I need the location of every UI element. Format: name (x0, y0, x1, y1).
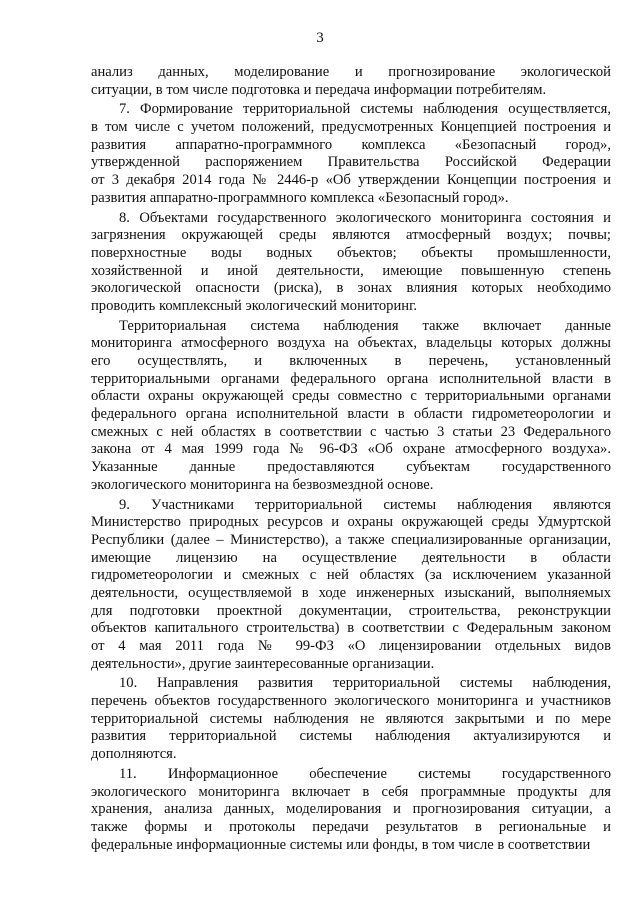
text-line: федерального органа исполнительной власти в области гидрометеорологии и (91, 406, 611, 423)
paragraph-10 (91, 675, 611, 763)
text-line: ситуации, в том числе подготовка и передача информации потребителям. (91, 81, 547, 98)
text-line: анализ данных, моделирование и прогнозирование экологической (91, 64, 611, 80)
paragraph-8 (91, 210, 611, 316)
text-line: 9. Участниками территориальной системы наблюдения являются (119, 496, 611, 513)
text-line: от 4 мая 2011 года № 99-ФЗ «О лицензировании отдельных видов (91, 638, 611, 654)
text-line: развития аппаратно-программного комплекса «Безопасный город», (91, 136, 611, 153)
text-line: территориальными органами федерального органа исполнительной власти в (91, 370, 611, 387)
text-line: деятельности», другие заинтересованные организации. (91, 655, 435, 672)
text-line: экологического мониторинга на безвозмездной основе. (91, 476, 434, 493)
text-line: гидрометеорологии и смежных с ней областях (за исключением указанной (91, 567, 611, 584)
text-line: поверхностные воды водных объектов; объекты промышленности, (91, 244, 611, 261)
text-line: для подготовки проектной документации, строительства, реконструкции (91, 602, 611, 619)
text-line: области охраны окружающей среды совместно с территориальными органами (91, 388, 611, 405)
text-line: 8. Объектами государственного экологического мониторинга состояния и (119, 209, 611, 226)
text-line: загрязнения окружающей среды являются атмосферный воздух; почвы; (91, 227, 611, 244)
text-line: хозяйственной и иной деятельности, имеющие повышенную степень (91, 262, 611, 279)
text-line: развития территориальной системы наблюдения актуализируются и (91, 728, 611, 745)
text-line: проводить комплексный экологический мониторинг. (91, 297, 418, 314)
text-line: также формы и протоколы передачи результатов в региональные и (91, 818, 611, 835)
text-line: 10. Направления развития территориальной системы наблюдения, (119, 675, 611, 692)
text-line: деятельности, осуществляемой в ходе инженерных изысканий, выполняемых (91, 584, 611, 601)
text-line: Республики (далее – Министерство), а также специализированные организации, (91, 531, 611, 548)
text-line: экологической опасности (риска), в зонах влияния которых необходимо (91, 280, 611, 297)
text-line: экологического мониторинга включает в себя программные продукты для (91, 783, 611, 800)
text-line: объектов капитального строительства) в соответствии с Федеральным законом (91, 620, 611, 637)
text-line: имеющие лицензию на осуществление деятельности в области (91, 549, 611, 566)
text-line: 7. Формирование территориальной системы наблюдения осуществляется, (119, 101, 611, 118)
text-line: мониторинга атмосферного воздуха на объектах, владельцы которых должны (91, 335, 611, 352)
document-body (91, 64, 611, 854)
text-line: дополняются. (91, 746, 177, 763)
paragraph-7 (91, 101, 611, 207)
text-line: федеральные информационные системы или фонды, в том числе в соответствии (91, 836, 591, 853)
text-line: Указанные данные предоставляются субъектам государственного (91, 459, 611, 476)
text-line: в том числе с учетом положений, предусмотренных Концепцией построения и (91, 119, 611, 136)
paragraph-8-continuation (91, 318, 611, 495)
text-line: Министерство природных ресурсов и охраны окружающей среды Удмуртской (91, 514, 611, 531)
paragraph-continuation (91, 64, 611, 99)
page-number: 3 (316, 30, 324, 46)
text-line: развития аппаратно-программного комплекса «Безопасный город». (91, 189, 509, 206)
text-line: закона от 4 мая 1999 года № 96-ФЗ «Об охране атмосферного воздуха». (91, 441, 611, 458)
text-line: его осуществлять, и включенных в перечень, установленный (91, 353, 611, 369)
text-line: перечень объектов государственного экологического мониторинга и участников (91, 693, 611, 710)
text-line: 11. Информационное обеспечение системы государственного (119, 765, 611, 782)
text-line: территориальной системы наблюдения не являются закрытыми и по мере (91, 710, 611, 727)
text-line: Территориальная система наблюдения также включает данные (119, 317, 611, 334)
text-line: хранения, анализа данных, моделирования и прогнозирования ситуации, а (91, 801, 611, 818)
text-line: от 3 декабря 2014 года № 2446-р «Об утверждении Концепции построения и (91, 172, 611, 189)
text-line: утвержденной распоряжением Правительства Российской Федерации (91, 154, 611, 171)
paragraph-9 (91, 497, 611, 674)
text-line: смежных с ней областях в соответствии с частью 3 статьи 23 Федерального (91, 423, 611, 440)
paragraph-11 (91, 766, 611, 854)
